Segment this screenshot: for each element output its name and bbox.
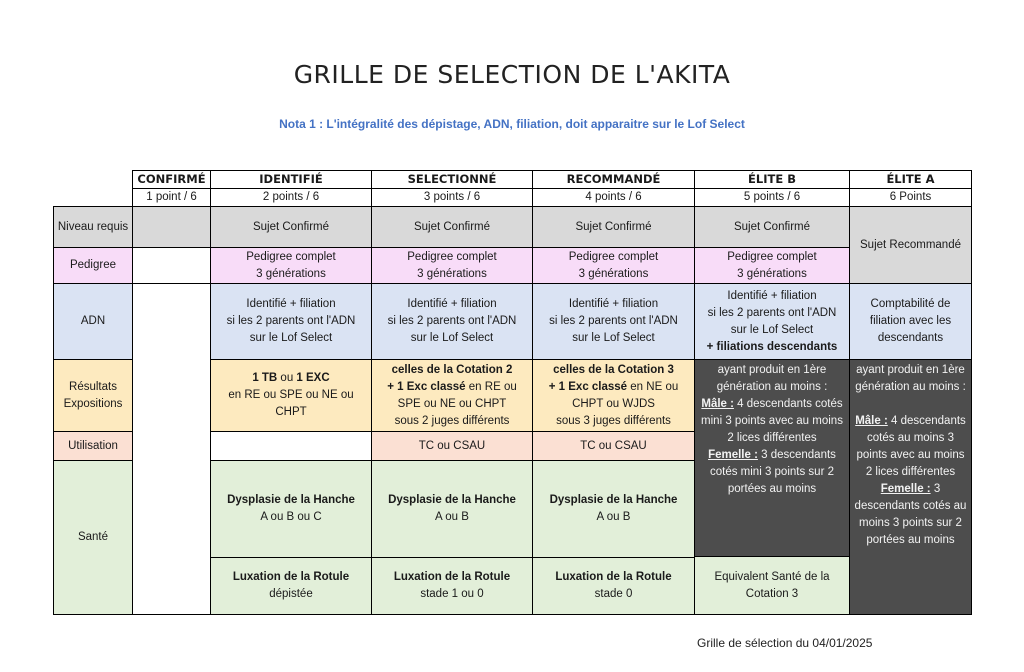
confirme-pedigree (132, 247, 211, 284)
column-header-elite-b: ÉLITE B (694, 170, 850, 189)
points-elite-a: 6 Points (849, 188, 972, 207)
identifie-dysplasie: Dysplasie de la Hanche A ou B ou C (210, 460, 372, 558)
selectionne-adn: Identifié + filiation si les 2 parents ont l'ADN sur le Lof Select (371, 283, 533, 360)
recommande-niveau: Sujet Confirmé (532, 206, 695, 248)
nota-note: Nota 1 : L'intégralité des dépistage, ADN, filiation, doit apparaitre sur le Lof Select (279, 117, 745, 131)
confirme-niveau (132, 206, 211, 248)
elite-b-pedigree: Pedigree complet 3 générations (694, 247, 850, 284)
identifie-luxation: Luxation de la Rotule dépistée (210, 557, 372, 615)
elite-a-niveau: Sujet Recommandé (849, 206, 972, 284)
elite-b-descendants: ayant produit en 1ère génération au moins : Mâle : 4 descendants cotés mini 3 points avec au moins 2 lices différentes Femelle : 3 descendants cotés mini 3 points sur 2 portées au moins (694, 359, 850, 557)
row-label-adn: ADN (53, 283, 133, 360)
identifie-utilisation (210, 431, 372, 461)
row-label-resultats: Résultats Expositions (53, 359, 133, 432)
recommande-adn: Identifié + filiation si les 2 parents ont l'ADN sur le Lof Select (532, 283, 695, 360)
recommande-pedigree: Pedigree complet 3 générations (532, 247, 695, 284)
elite-b-sante: Equivalent Santé de la Cotation 3 (694, 556, 850, 615)
page-title: GRILLE DE SELECTION DE L'AKITA (293, 60, 731, 89)
points-selectionne: 3 points / 6 (371, 188, 533, 207)
row-label-pedigree: Pedigree (53, 247, 133, 284)
recommande-dysplasie: Dysplasie de la Hanche A ou B (532, 460, 695, 558)
column-header-identifie: IDENTIFIÉ (210, 170, 372, 189)
identifie-pedigree: Pedigree complet 3 générations (210, 247, 372, 284)
recommande-resultats: celles de la Cotation 3 + 1 Exc classé en NE ou CHPT ou WJDS sous 3 juges différents (532, 359, 695, 432)
elite-a-descendants: ayant produit en 1ère génération au moins : Mâle : 4 descendants cotés au moins 3 points avec au moins 2 lices différentes Femelle : 3 descendants cotés au moins 3 points sur 2 portées au moins (849, 359, 972, 615)
row-label-utilisation: Utilisation (53, 431, 133, 461)
elite-b-niveau: Sujet Confirmé (694, 206, 850, 248)
recommande-luxation: Luxation de la Rotule stade 0 (532, 557, 695, 615)
confirme-blank (132, 283, 211, 615)
row-label-niveau: Niveau requis (53, 206, 133, 248)
elite-a-adn: Comptabilité de filiation avec les descendants (849, 283, 972, 360)
row-label-sante: Santé (53, 460, 133, 615)
selectionne-niveau: Sujet Confirmé (371, 206, 533, 248)
recommande-utilisation: TC ou CSAU (532, 431, 695, 461)
column-header-elite-a: ÉLITE A (849, 170, 972, 189)
identifie-resultats: 1 TB ou 1 EXC en RE ou SPE ou NE ou CHPT (210, 359, 372, 432)
points-confirme: 1 point / 6 (132, 188, 211, 207)
selectionne-utilisation: TC ou CSAU (371, 431, 533, 461)
identifie-adn: Identifié + filiation si les 2 parents ont l'ADN sur le Lof Select (210, 283, 372, 360)
selectionne-dysplasie: Dysplasie de la Hanche A ou B (371, 460, 533, 558)
column-header-recommande: RECOMMANDÉ (532, 170, 695, 189)
selectionne-pedigree: Pedigree complet 3 générations (371, 247, 533, 284)
identifie-niveau: Sujet Confirmé (210, 206, 372, 248)
selectionne-resultats: celles de la Cotation 2 + 1 Exc classé en RE ou SPE ou NE ou CHPT sous 2 juges différents (371, 359, 533, 432)
footer-date: Grille de sélection du 04/01/2025 (697, 636, 873, 650)
points-recommande: 4 points / 6 (532, 188, 695, 207)
points-elite-b: 5 points / 6 (694, 188, 850, 207)
elite-b-adn: Identifié + filiation si les 2 parents ont l'ADN sur le Lof Select + filiations descendants (694, 283, 850, 360)
points-identifie: 2 points / 6 (210, 188, 372, 207)
column-header-selectionne: SELECTIONNÉ (371, 170, 533, 189)
selectionne-luxation: Luxation de la Rotule stade 1 ou 0 (371, 557, 533, 615)
column-header-confirme: CONFIRMÉ (132, 170, 211, 189)
